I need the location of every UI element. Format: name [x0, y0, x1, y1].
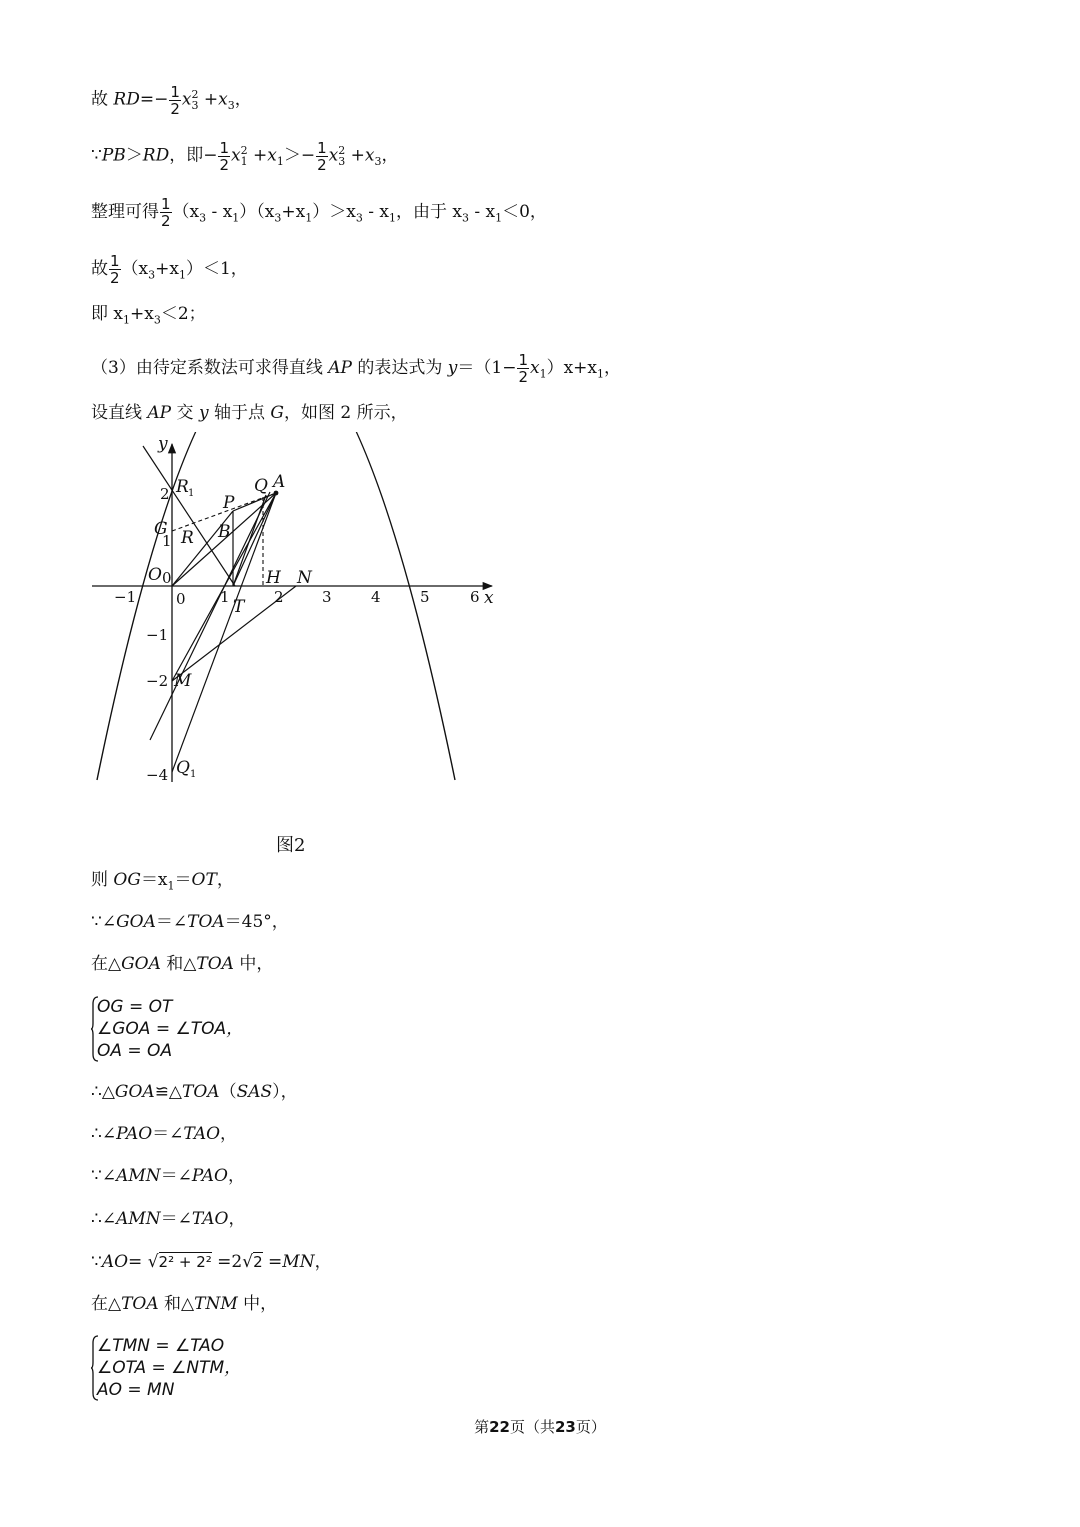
y-tick: −4	[146, 766, 169, 784]
label-P: P	[223, 493, 235, 513]
y-tick: 1	[162, 532, 172, 550]
label-Q1: Q	[176, 758, 190, 778]
line-congruent: ∴△GOA≌△TOA（SAS），	[91, 1082, 298, 1102]
line-zhengli: 整理可得 $\frac{1}{2}$ $(x_3 - x_1)(x_3+x_1)>x_3 - x_1$，由于 $x_3 - x_1<0$，	[91, 195, 547, 230]
label-G: G	[154, 519, 168, 539]
x-tick: 1	[220, 588, 230, 606]
x-tick: 0	[176, 590, 186, 608]
line-pao: ∴∠PAO＝∠TAO，	[91, 1124, 238, 1144]
page-total: 23	[555, 1418, 576, 1436]
y-tick: −1	[146, 626, 169, 644]
label-R1-sub: 1	[188, 488, 195, 499]
label-O: O	[148, 565, 162, 585]
y-tick: 2	[160, 485, 170, 503]
page-footer: 第22页（共23页）	[474, 1418, 606, 1436]
label-N: N	[297, 568, 312, 588]
axis-label-y: y	[158, 434, 168, 454]
x-tick: 3	[322, 588, 332, 606]
line-ao: ∵AO= √2² + 2² =2√2 =MN，	[91, 1252, 332, 1272]
page-number: 22	[489, 1418, 510, 1436]
label-H: H	[266, 568, 281, 588]
x-tick: 4	[371, 588, 381, 606]
label-Q1-sub: 1	[190, 769, 197, 780]
origin-zero: 0	[162, 569, 172, 587]
line-gu: 故 $\frac{1}{2}$ $(x_3+x_1)<1$，	[91, 252, 248, 287]
x-tick: −1	[114, 588, 137, 606]
label-R1: R	[176, 477, 189, 497]
label-R: R	[181, 528, 194, 548]
line-amn-2: ∴∠AMN＝∠TAO，	[91, 1209, 246, 1229]
line-pb: ∵PB＞RD，即− $\frac{1}{2}$ $x_1^2 +x_1>-$ $\frac{1}{2}$ $x_3^2 +x_3$，	[91, 138, 399, 174]
line-og: 则 $OG=x_1=OT$，	[91, 870, 234, 893]
line-ji: 即 $x_1+x_3<2$；	[91, 304, 206, 327]
label-A: A	[273, 472, 286, 492]
line-rd: 故 RD=− $\frac{1}{2}$ $x_3^2 +x_3$，	[91, 82, 252, 118]
x-tick: 2	[274, 588, 284, 606]
label-M: M	[174, 671, 192, 691]
line-amn: ∵∠AMN＝∠PAO，	[91, 1166, 245, 1186]
line-zai-1: 在△GOA 和△TOA 中，	[91, 954, 274, 974]
x-tick: 5	[420, 588, 430, 606]
figure-2-graph	[88, 432, 508, 788]
y-tick: −2	[146, 672, 169, 690]
x-tick: 6	[470, 588, 480, 606]
line-zai-2: 在△TOA 和△TNM 中，	[91, 1294, 278, 1314]
sqrt-icon: √	[242, 1252, 254, 1272]
fraction: $\frac{1}{2}$	[170, 82, 180, 118]
figure-caption: 图2	[276, 835, 306, 856]
axis-label-x: x	[484, 588, 494, 608]
line-part3: （3）由待定系数法可求得直线 AP 的表达式为 y＝（1− $\frac{1}{2}$ $x_1)x+x_1$，	[91, 351, 621, 386]
label-Q: Q	[254, 476, 268, 496]
label-T: T	[233, 597, 245, 617]
line-angle-45: ∵∠GOA＝∠TOA＝45°，	[91, 912, 289, 932]
line-shezhixian: 设直线 AP 交 y 轴于点 G，如图 2 所示，	[91, 403, 408, 423]
sqrt-icon: √	[147, 1252, 159, 1272]
line-long-left	[150, 492, 270, 740]
label-B: B	[218, 522, 231, 542]
